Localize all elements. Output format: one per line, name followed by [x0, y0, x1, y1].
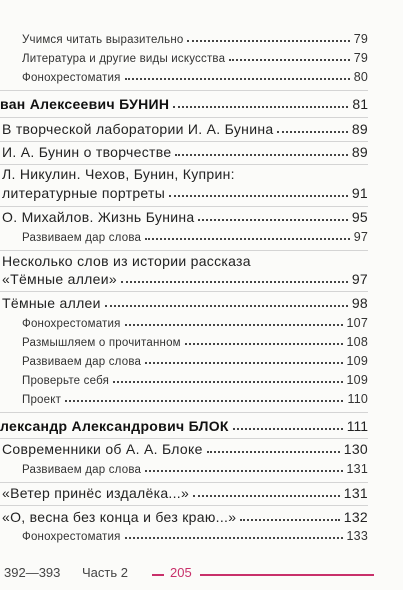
toc-entry[interactable] — [2, 121, 368, 137]
toc-entry-page: 111 — [346, 418, 368, 434]
toc-entry-page: 81 — [352, 96, 368, 112]
toc-entry-title-line1: Несколько слов из истории рассказа — [2, 253, 251, 269]
dot-leader — [207, 451, 340, 453]
dot-leader — [105, 305, 348, 307]
toc-author-heading[interactable] — [0, 418, 368, 434]
toc-entry-page: 131 — [346, 462, 368, 476]
dot-leader — [185, 343, 343, 345]
toc-entry-title: «Тёмные аллеи» — [2, 271, 117, 287]
book-part: Часть 2 — [82, 565, 128, 580]
toc-entry-page: 98 — [351, 295, 368, 311]
dot-leader — [240, 519, 339, 521]
toc-entry-title: Проект — [22, 394, 62, 406]
toc-entry-title: Развиваем дар слова — [22, 232, 142, 244]
toc-entry-page: 80 — [353, 70, 368, 84]
author-name: ван Алексеевич БУНИН — [0, 96, 170, 112]
page-number: 205 — [170, 565, 192, 580]
toc-entry[interactable] — [2, 271, 368, 287]
dot-leader — [229, 59, 349, 61]
dot-leader — [198, 219, 347, 221]
toc-entry[interactable] — [22, 373, 368, 387]
divider — [0, 412, 368, 413]
toc-entry[interactable] — [22, 335, 368, 349]
toc-entry-title: Тёмные аллеи — [2, 295, 101, 311]
accent-rule — [200, 574, 374, 576]
toc-entry-title: В творческой лаборатории И. А. Бунина — [2, 121, 274, 137]
accent-dash — [152, 574, 164, 576]
toc-entry[interactable] — [2, 144, 368, 160]
toc-entry-page: 110 — [347, 392, 368, 406]
toc-entry[interactable] — [22, 316, 368, 330]
dot-leader — [125, 324, 343, 326]
toc-entry-title: Проверьте себя — [22, 375, 110, 387]
author-name: лександр Александрович БЛОК — [0, 418, 229, 434]
dot-leader — [187, 40, 349, 42]
toc-entry-title: Литература и другие виды искусства — [22, 53, 226, 65]
toc-entry[interactable] — [2, 485, 368, 501]
toc-entry[interactable] — [22, 32, 368, 46]
divider — [0, 117, 368, 118]
toc-entry-page: 133 — [346, 529, 368, 543]
dot-leader — [233, 428, 343, 430]
toc-entry-title: Фонохрестоматия — [22, 72, 121, 84]
toc-entry-title: О. Михайлов. Жизнь Бунина — [2, 209, 195, 225]
toc-entry[interactable] — [2, 295, 368, 311]
dot-leader — [145, 470, 342, 472]
dot-leader — [65, 400, 343, 402]
toc-entry-page: 91 — [351, 185, 368, 201]
page-footer — [0, 562, 403, 584]
toc-entry-page: 132 — [343, 509, 368, 525]
toc-entry-page: 131 — [343, 485, 368, 501]
divider — [0, 90, 368, 91]
dot-leader — [169, 195, 348, 197]
toc-entry[interactable] — [2, 209, 368, 225]
toc-entry-page: 109 — [346, 354, 368, 368]
dot-leader — [193, 495, 340, 497]
dot-leader — [277, 131, 347, 133]
dot-leader — [121, 281, 348, 283]
dot-leader — [173, 106, 348, 108]
toc-entry-title: литературные портреты — [2, 185, 166, 201]
toc-entry[interactable] — [22, 462, 368, 476]
dot-leader — [113, 381, 343, 383]
toc-entry-page: 89 — [351, 121, 368, 137]
divider — [0, 291, 368, 292]
toc-entry[interactable] — [22, 392, 368, 406]
toc-entry[interactable] — [22, 529, 368, 543]
divider — [0, 438, 368, 439]
toc-entry-page: 97 — [351, 271, 368, 287]
toc-entry-title: Современники об А. А. Блоке — [2, 441, 203, 457]
toc-entry[interactable] — [22, 70, 368, 84]
toc-entry-title: Фонохрестоматия — [22, 318, 121, 330]
page-range: 392—393 — [4, 565, 61, 580]
divider — [0, 482, 368, 483]
toc-entry-title: «О, весна без конца и без краю...» — [2, 509, 237, 525]
toc-entry[interactable] — [22, 230, 368, 244]
toc-entry-page: 79 — [353, 32, 368, 46]
divider — [0, 206, 368, 207]
toc-entry[interactable] — [2, 185, 368, 201]
dot-leader — [125, 537, 343, 539]
toc-entry-title: Размышляем о прочитанном — [22, 337, 181, 349]
toc-entry-page: 109 — [346, 373, 368, 387]
toc-entry-title: Развиваем дар слова — [22, 356, 142, 368]
toc-entry-title: «Ветер принёс издалёка...» — [2, 485, 190, 501]
divider — [0, 141, 368, 142]
toc-entry-title: Фонохрестоматия — [22, 531, 121, 543]
toc-entry-page: 108 — [346, 335, 368, 349]
toc-entry-page: 95 — [351, 209, 368, 225]
toc-entry-page: 97 — [353, 230, 368, 244]
divider — [0, 250, 368, 251]
dot-leader — [145, 362, 342, 364]
dot-leader — [125, 78, 350, 80]
dot-leader — [145, 238, 350, 240]
toc-entry[interactable] — [2, 509, 368, 525]
divider — [0, 164, 368, 165]
toc-author-heading[interactable] — [0, 96, 368, 112]
toc-entry-page: 107 — [346, 316, 368, 330]
toc-entry-title: Развиваем дар слова — [22, 464, 142, 476]
toc-entry[interactable] — [22, 51, 368, 65]
toc-entry[interactable] — [2, 441, 368, 457]
toc-entry-page: 130 — [343, 441, 368, 457]
toc-entry-title: И. А. Бунин о творчестве — [2, 144, 172, 160]
divider — [0, 505, 368, 506]
toc-entry-page: 79 — [353, 51, 368, 65]
toc-entry-title: Учимся читать выразительно — [22, 34, 184, 46]
toc-entry[interactable] — [22, 354, 368, 368]
dot-leader — [175, 154, 347, 156]
toc-entry-title-line1: Л. Никулин. Чехов, Бунин, Куприн: — [2, 166, 235, 182]
toc-entry-page: 89 — [351, 144, 368, 160]
